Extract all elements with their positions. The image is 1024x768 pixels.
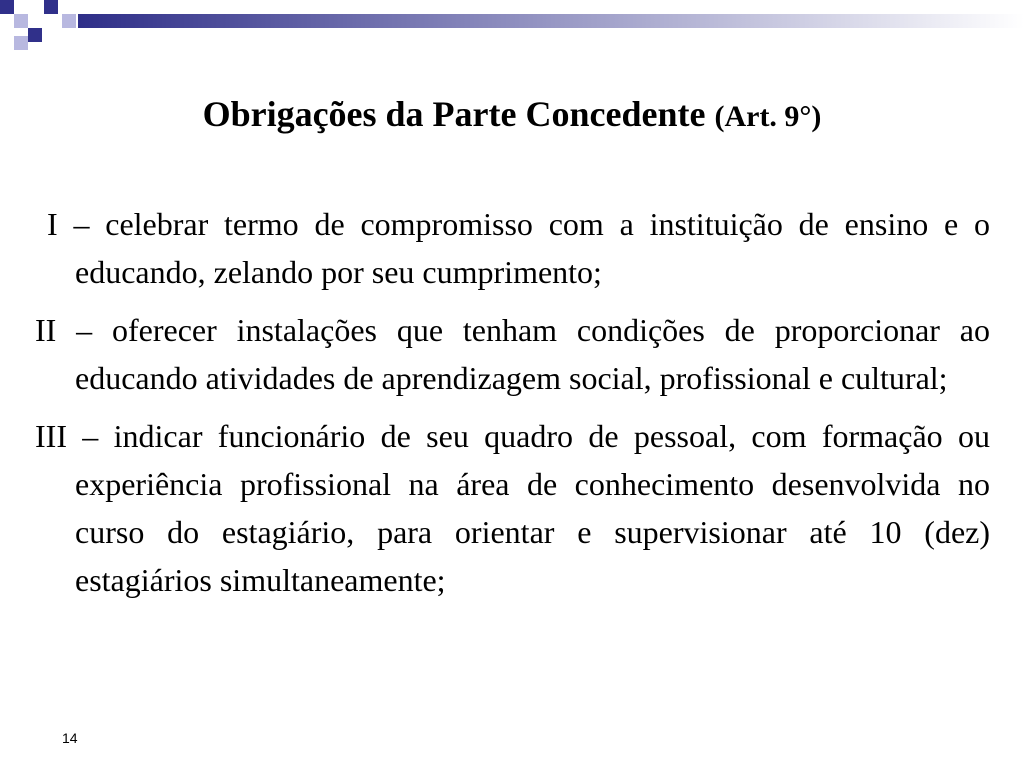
header-gradient-bar: [78, 14, 1024, 28]
decor-square: [28, 28, 42, 42]
decor-square: [14, 14, 28, 28]
list-item: I – celebrar termo de compromisso com a instituição de ensino e o educando, zelando por seu cumprimento;: [47, 206, 990, 290]
list-item: III – indicar funcionário de seu quadro de pessoal, com formação ou experiência profissional na área de conhecimento desenvolvida no curso do estagiário, para orientar e supervisionar até 10 (dez) estagiários simultaneamente;: [35, 418, 990, 598]
decor-square: [62, 14, 76, 28]
decor-square: [44, 0, 58, 14]
slide-title-main: Obrigações da Parte Concedente: [202, 94, 706, 134]
page-number: 14: [62, 730, 78, 746]
obligations-list: [35, 200, 990, 614]
list-item: II – oferecer instalações que tenham condições de proporcionar ao educando atividades de aprendizagem social, profissional e cultural;: [35, 312, 990, 396]
decor-square: [14, 36, 28, 50]
slide-title: [0, 92, 1024, 139]
slide-title-reference: (Art. 9°): [714, 100, 822, 133]
decor-square: [0, 0, 14, 14]
